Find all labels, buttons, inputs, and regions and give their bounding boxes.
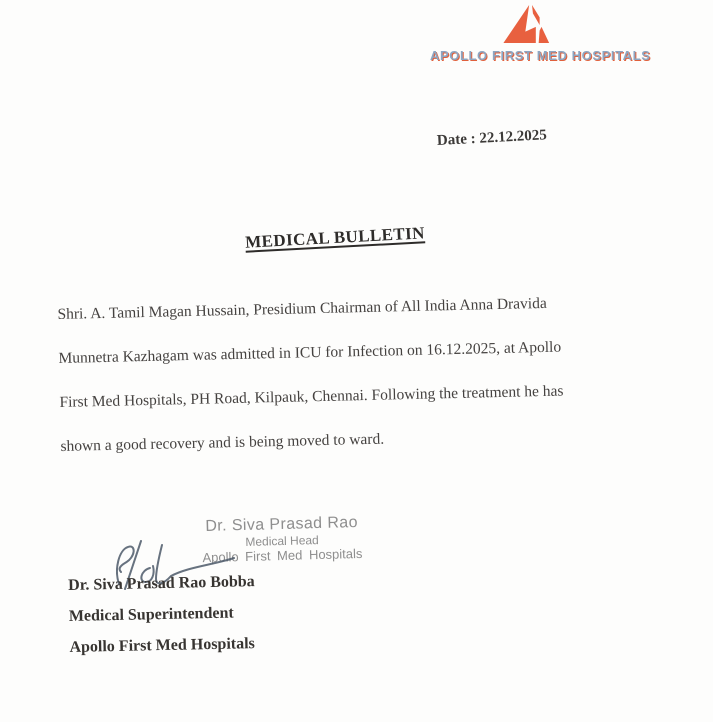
signoff-name: Dr. Siva Prasad Rao Bobba: [68, 573, 255, 594]
date-line: Date : 22.12.2025: [436, 127, 548, 149]
paragraph-line-2: Munnetra Kazhagam was admitted in ICU for Infection on 16.12.2025, at Apollo: [58, 338, 562, 367]
paragraph-line-4: shown a good recovery and is being moved to ward.: [60, 430, 385, 455]
signoff-block: [68, 572, 256, 669]
stamp-organization: Apollo First Med Hospitals: [202, 545, 363, 566]
stamp-doctor-name: Dr. Siva Prasad Rao: [205, 514, 359, 535]
stamp-designation: Medical Head: [245, 533, 319, 549]
hospital-logo-text: APOLLO FIRST MED HOSPITALS: [430, 48, 651, 63]
hospital-logo: [430, 4, 651, 63]
paragraph-line-3: First Med Hospitals, PH Road, Kilpauk, Chennai. Following the treatment he has: [59, 382, 564, 411]
paragraph-line-1: Shri. A. Tamil Magan Hussain, Presidium Chairman of All India Anna Dravida: [57, 294, 547, 323]
document-title: MEDICAL BULLETIN: [244, 223, 426, 252]
signoff-organization: Apollo First Med Hospitals: [69, 635, 255, 656]
bulletin-paragraph: [57, 281, 591, 469]
apollo-triangle-icon: [503, 4, 561, 44]
signoff-designation: Medical Superintendent: [68, 604, 234, 625]
